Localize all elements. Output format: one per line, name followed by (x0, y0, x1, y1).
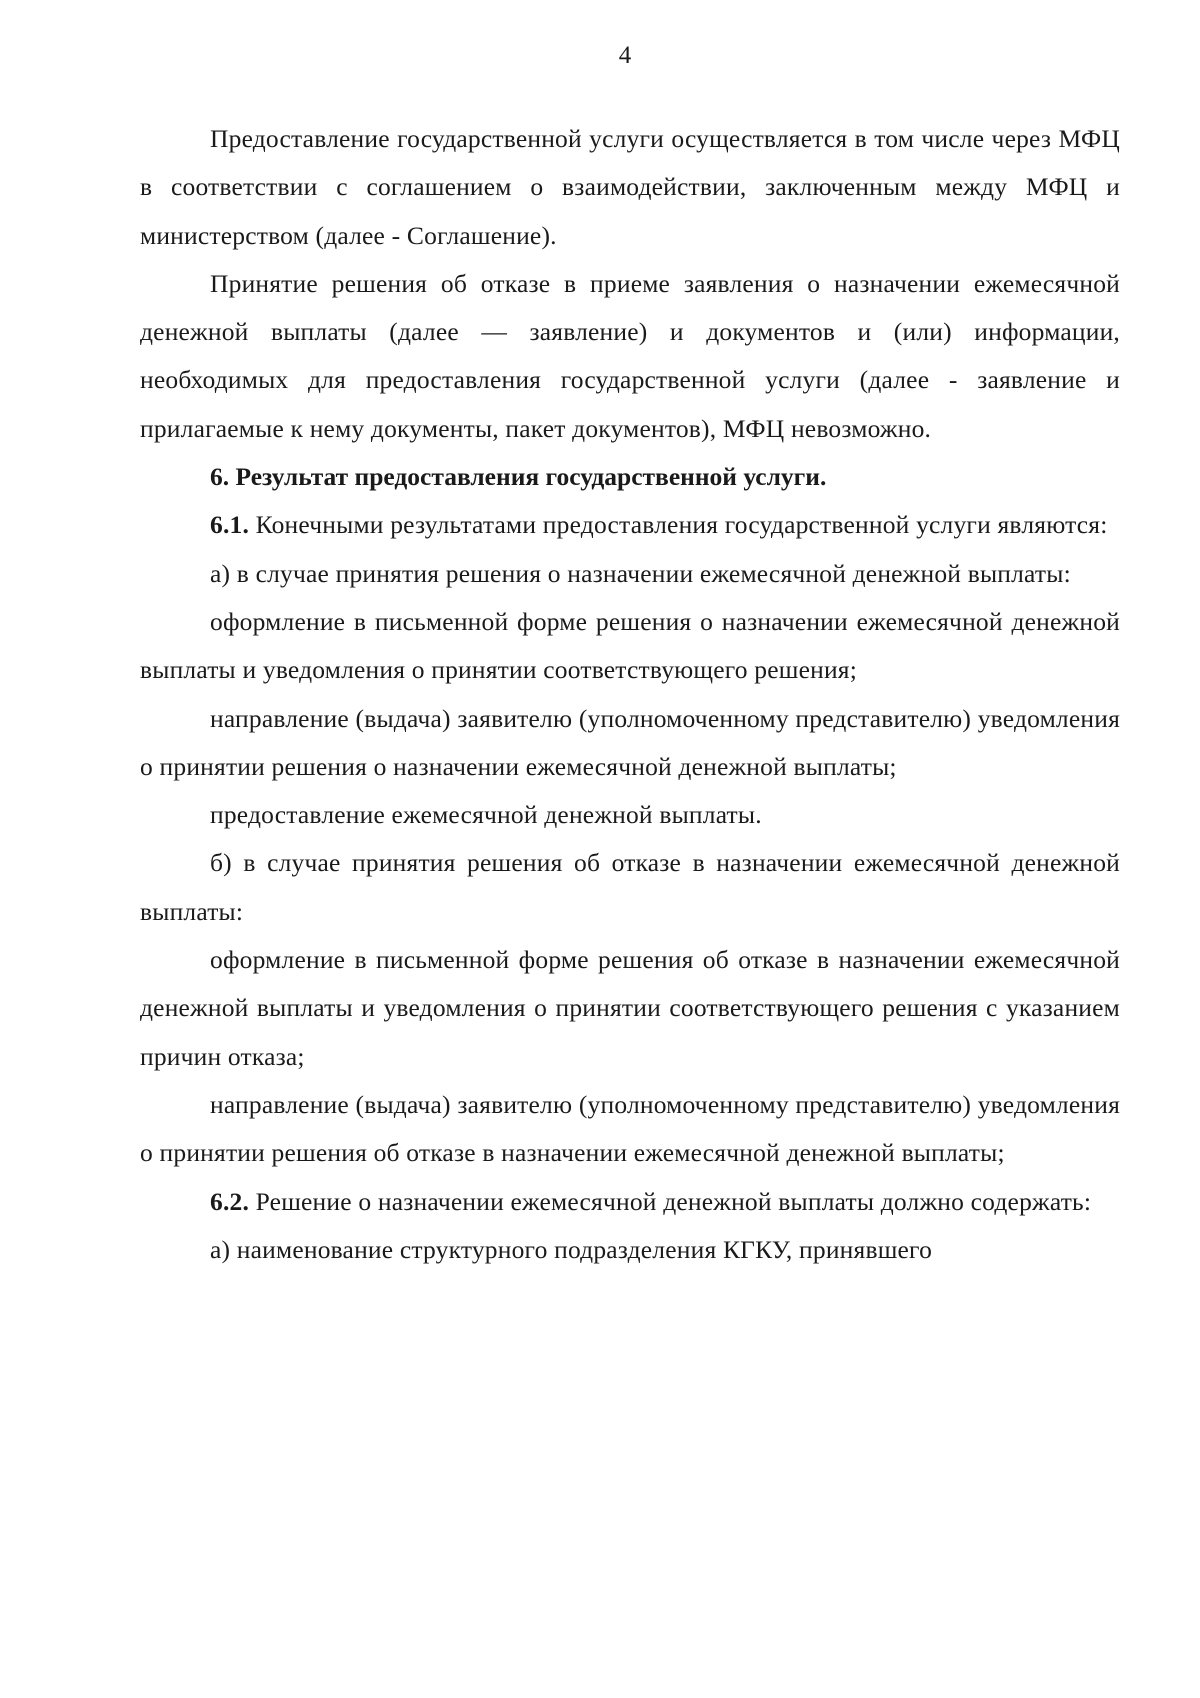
clause-number: 6.2. (210, 1186, 250, 1216)
paragraph-text: Решение о назначении ежемесячной денежной выплаты должно содержать: (249, 1186, 1092, 1216)
paragraph-text: а) в случае принятия решения о назначении ежемесячной денежной выплаты: (210, 558, 1071, 588)
paragraph-text: оформление в письменной форме решения об отказе в назначении ежемесячной денежной выплаты и уведомления о принятии соответствующего решения с указанием причин отказа; (140, 945, 1120, 1071)
paragraph-b-refusal-form (140, 936, 1120, 1081)
paragraph-6-1-b (140, 839, 1120, 936)
paragraph-a-payment (140, 791, 1120, 839)
section-heading-6: 6. Результат предоставления государственной услуги. (210, 462, 827, 492)
paragraph-a-notification (140, 695, 1120, 792)
paragraph-text: Предоставление государственной услуги осуществляется в том числе через МФЦ в соответствии с соглашением о взаимодействии, заключенным между МФЦ и министерством (далее - Соглашение). (140, 124, 1120, 250)
document-body (140, 115, 1120, 1274)
paragraph-6-2-a (140, 1226, 1120, 1274)
paragraph-text: направление (выдача) заявителю (уполномоченному представителю) уведомления о принятии решения об отказе в назначении ежемесячной денежной выплаты; (140, 1089, 1120, 1168)
paragraph-text: оформление в письменной форме решения о назначении ежемесячной денежной выплаты и уведомления о принятии соответствующего решения; (140, 606, 1120, 685)
paragraph-6-1-a (140, 550, 1120, 598)
page-number: 4 (618, 42, 632, 69)
paragraph-text: а) наименование структурного подразделения КГКУ, принявшего (210, 1234, 933, 1264)
paragraph-text: предоставление ежемесячной денежной выплаты. (210, 800, 762, 830)
paragraph-refusal-impossible (140, 260, 1120, 453)
paragraph-text: Принятие решения об отказе в приеме заявления о назначении ежемесячной денежной выплаты (далее — заявление) и документов и (или) информации, необходимых для предоставления государственной услуги (далее - заявление и прилагаемые к нему документы, пакет документов), МФЦ невозможно. (140, 268, 1120, 443)
paragraph-text: направление (выдача) заявителю (уполномоченному представителю) уведомления о принятии решения о назначении ежемесячной денежной выплаты; (140, 703, 1120, 781)
paragraph-text: б) в случае принятия решения об отказе в назначении ежемесячной денежной выплаты: (140, 848, 1120, 926)
paragraph-text: Конечными результатами предоставления государственной услуги являются: (249, 510, 1108, 540)
paragraph-6-2 (140, 1178, 1120, 1226)
paragraph-b-notification (140, 1081, 1120, 1178)
paragraph-mfc-provision (140, 115, 1120, 260)
paragraph-6-1 (140, 501, 1120, 549)
clause-number: 6.1. (210, 510, 250, 540)
paragraph-a-decision-form (140, 598, 1120, 695)
